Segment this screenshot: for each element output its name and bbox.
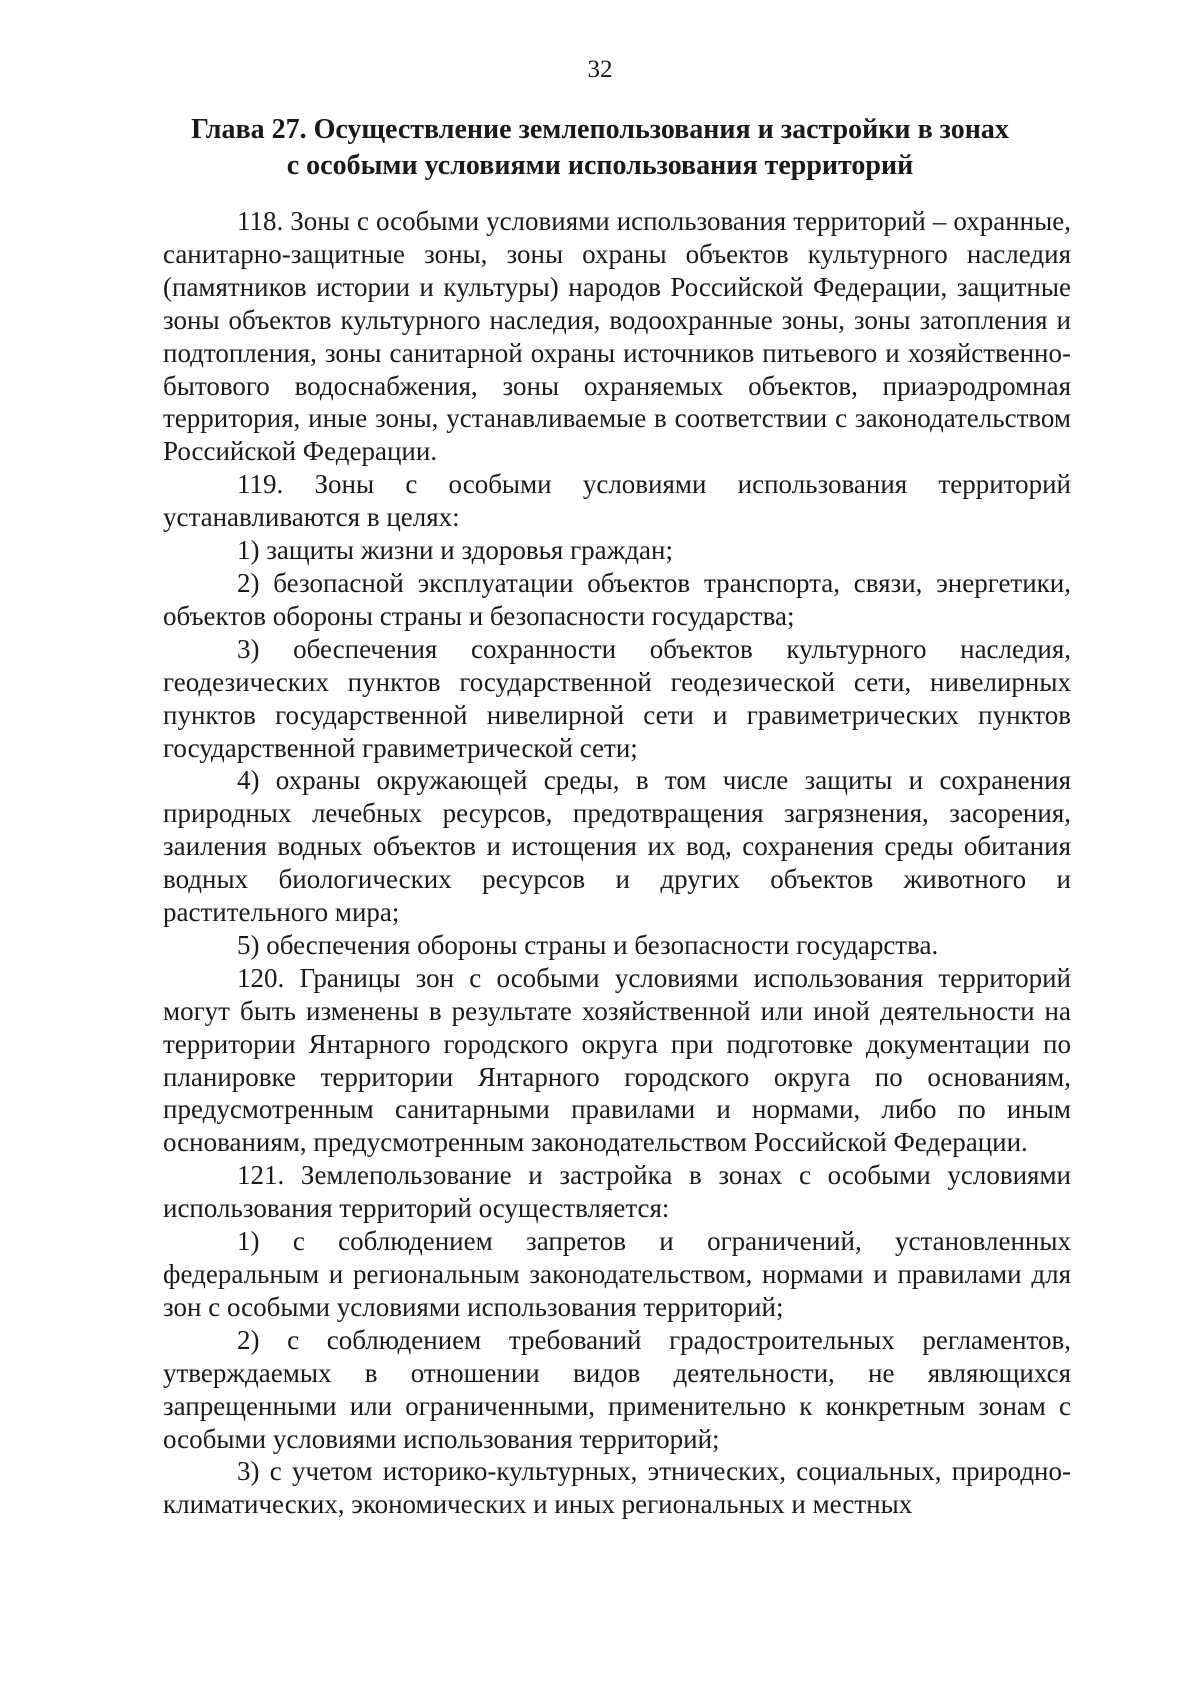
list-item-121-1: 1) с соблюдением запретов и ограничений, установленных федеральным и региональным законодательством, нормами и правилами для зон с особыми условиями использования территорий; bbox=[163, 1226, 1071, 1322]
chapter-title-line-1: Глава 27. Осуществление землепользования и застройки в зонах bbox=[191, 114, 1009, 145]
list-item-119-2: 2) безопасной эксплуатации объектов транспорта, связи, энергетики, объектов обороны страны и безопасности государства; bbox=[163, 567, 1071, 631]
paragraph-118: 118. Зоны с особыми условиями использования территорий – охранные, санитарно-защитные зоны, зоны охраны объектов культурного наследия (памятников истории и культуры) народов Российской Федерации, защитные зоны объектов культурного наследия, водоохранные зоны, зоны затопления и подтопления, зоны санитарной охраны источников питьевого и хозяйственно-бытового водоснабжения, зоны охраняемых объектов, приаэродромная территория, иные зоны, устанавливаемые в соответствии с законодательством Российской Федерации. bbox=[163, 206, 1071, 467]
list-item-119-3: 3) обеспечения сохранности объектов культурного наследия, геодезических пунктов государственной геодезической сети, нивелирных пунктов государственной нивелирной сети и гравиметрических пунктов государственной гравиметрической сети; bbox=[163, 633, 1071, 763]
paragraph-121: 121. Землепользование и застройка в зонах с особыми условиями использования территорий осуществляется: bbox=[163, 1160, 1071, 1224]
paragraph-120: 120. Границы зон с особыми условиями использования территорий могут быть изменены в результате хозяйственной или иной деятельности на территории Янтарного городского округа при подготовке документации по планировке территории Янтарного городского округа по основаниям, предусмотренным санитарными правилами и нормами, либо по иным основаниям, предусмотренным законодательством Российской Федерации. bbox=[163, 962, 1071, 1158]
chapter-title-line-2: с особыми условиями использования территорий bbox=[286, 150, 914, 181]
list-item-121-2: 2) с соблюдением требований градостроительных регламентов, утверждаемых в отношении видов деятельности, не являющихся запрещенными или ограниченными, применительно к конкретным зонам с особыми условиями использования территорий; bbox=[163, 1324, 1071, 1454]
paragraph-119: 119. Зоны с особыми условиями использования территорий устанавливаются в целях: bbox=[163, 469, 1071, 533]
list-item-119-4: 4) охраны окружающей среды, в том числе защиты и сохранения природных лечебных ресурсов, предотвращения загрязнения, засорения, заиления водных объектов и истощения их вод, сохранения среды обитания водных биологических ресурсов и других объектов животного и растительного мира; bbox=[163, 765, 1071, 928]
list-item-121-3: 3) с учетом историко-культурных, этнических, социальных, природно-климатических, экономических и иных региональных и местных bbox=[163, 1456, 1071, 1520]
body-text bbox=[163, 205, 1071, 1521]
page-number: 32 bbox=[587, 56, 613, 83]
chapter-title bbox=[150, 112, 1050, 184]
list-item-119-5: 5) обеспечения обороны страны и безопасности государства. bbox=[237, 929, 939, 960]
list-item-119-1: 1) защиты жизни и здоровья граждан; bbox=[237, 535, 673, 566]
